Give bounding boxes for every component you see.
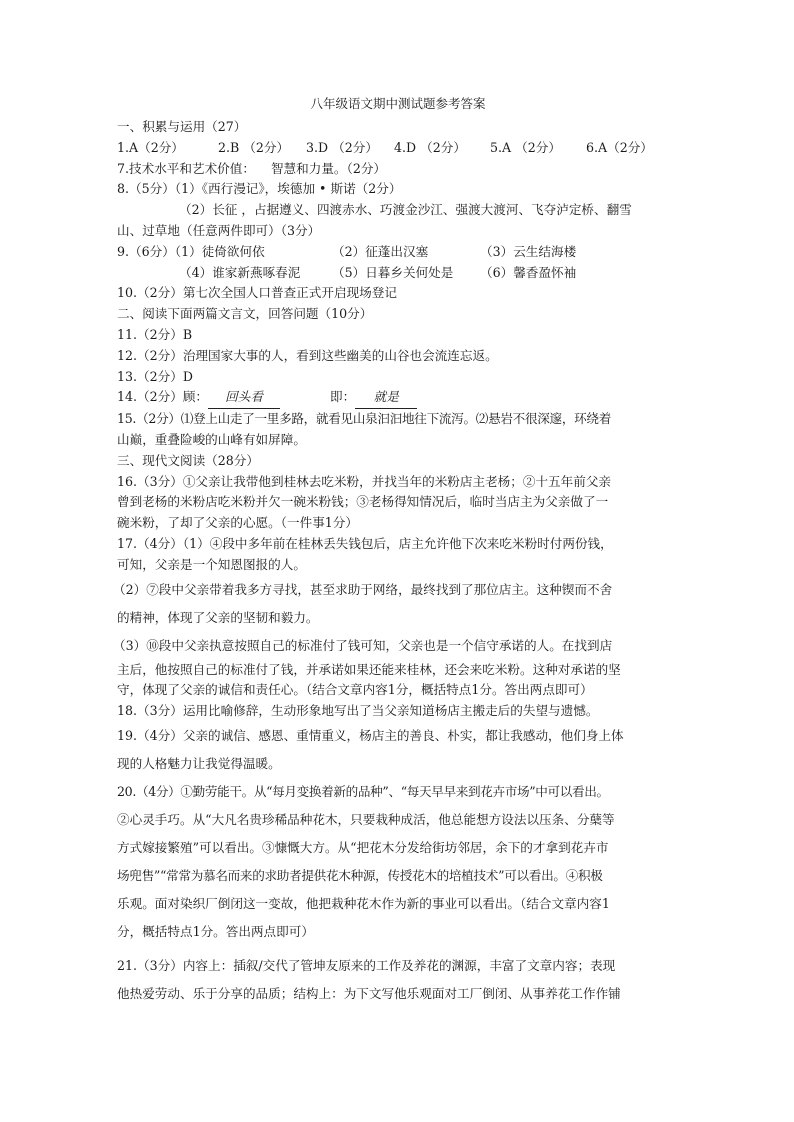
answer-14	[117, 387, 679, 409]
answer-9-3: （3）云生结海楼	[480, 243, 577, 259]
answer-9-1: 9.（6分）（1）徒倚欲何依	[117, 243, 265, 259]
answer-14-blank-2: 就是	[355, 387, 417, 409]
section-heading-2: 二、阅读下面两篇文言文，回答问题（10分）	[117, 306, 373, 322]
answer-4: 4.D （2分）	[394, 139, 466, 155]
answer-7: 7.技术水平和艺术价值： 智慧和力量。（2分）	[117, 160, 387, 176]
answer-1: 1.A（2分）	[117, 139, 184, 155]
answer-8-part-2-cont: 山、过草地（任意两件即可）（3分）	[117, 222, 321, 238]
section-heading-1: 一、积累与运用（27）	[117, 119, 247, 134]
answer-19-line-1: 19.（4分）父亲的诚信、感恩、重情重义，杨店主的善良、朴实，都让我感动，他们身上体	[117, 727, 624, 743]
answer-9-2: （2）征蓬出汉塞	[332, 243, 429, 259]
answer-17-line-3: （2）⑦段中父亲带着我多方寻找，甚至求助于网络，最终找到了那位店主。这种锲而不舍	[113, 581, 613, 597]
answer-17-line-1: 17.（4分）（1）④段中多年前在桂林丢失钱包后，店主允许他下次来吃米粉时付两份钱，	[117, 535, 613, 551]
answer-20-line-6: 分，概括特点1分。答出两点即可）	[117, 923, 314, 939]
answer-20-line-5: 乐观。面对染织厂倒闭这一变故，他把栽种花木作为新的事业可以看出。（结合文章内容1	[117, 895, 610, 911]
answer-21-line-1: 21.（3分）内容上：插叙/交代了管坤友原来的工作及养花的渊源，丰富了文章内容；表现	[117, 957, 616, 973]
answer-14-prefix: 14.（2分）顾：	[117, 389, 209, 405]
answer-21-line-2: 他热爱劳动、乐于分享的品质；结构上：为下文写他乐观面对工厂倒闭、从事养花工作作铺	[117, 985, 621, 1001]
answer-10: 10.（2分）第七次全国人口普查正式开启现场登记	[117, 285, 397, 301]
answer-8-part-1: 8.（5分）（1）《西行漫记》，埃德加 • 斯诺（2分）	[117, 181, 402, 197]
page-title: 八年级语文期中测试题参考答案	[310, 96, 486, 111]
answer-16-line-2: 曾到老杨的米粉店吃米粉并欠一碗米粉钱；③老杨得知情况后，临时当店主为父亲做了一	[117, 494, 609, 510]
answer-17-line-6: 主后，他按照自己的标准付了钱，并承诺如果还能来桂林，还会来吃米粉。这种对承诺的坚	[117, 661, 621, 677]
answer-9-row-2	[117, 263, 679, 284]
answer-6: 6.A（2分）	[586, 139, 653, 155]
answer-3: 3.D （2分）	[306, 139, 378, 155]
answer-9-5: （5）日暮乡关何处是	[332, 264, 454, 280]
answer-8-part-2: （2）长征 ，占据遵义、四渡赤水、巧渡金沙江、强渡大渡河、飞夺泸定桥、翻雪	[179, 202, 632, 218]
answer-9-6: （6）馨香盈怀袖	[480, 264, 577, 280]
answer-13: 13.（2分）D	[117, 368, 193, 384]
answer-16-line-1: 16.（3分）①父亲让我带他到桂林去吃米粉，并找当年的米粉店主老杨；②十五年前父亲	[117, 473, 612, 489]
answer-20-line-3: 方式嫁接繁殖”可以看出。③慷慨大方。从“把花木分发给街坊邻居，余下的才拿到花卉市	[117, 839, 609, 855]
answer-20-line-2: ②心灵手巧。从“大凡名贵珍稀品种花木，只要栽种成活，他总能想方设法以压条、分蘖等	[117, 811, 615, 827]
answer-17-line-4: 的精神，体现了父亲的坚韧和毅力。	[117, 609, 319, 625]
answer-11: 11.（2分）B	[117, 326, 193, 342]
answer-16-line-3: 碗米粉，了却了父亲的心愿。（一件事1分）	[117, 515, 358, 531]
answer-12: 12.（2分）治理国家大事的人，看到这些幽美的山谷也会流连忘返。	[117, 347, 498, 363]
answer-17-line-7: 守，体现了父亲的诚信和责任心。（结合文章内容1分，概括特点1分。答出两点即可）	[117, 682, 593, 698]
answer-9-row-1	[117, 242, 679, 263]
answer-15-line-2: 山巅，重叠险峻的山峰有如屏障。	[117, 431, 306, 447]
answer-15-line-1: 15.（2分）⑴登上山走了一里多路，就看见山泉汩汩地往下流泻。⑵悬岩不很深邃，环绕着	[117, 411, 612, 427]
section-heading-3: 三、现代文阅读（28分）	[117, 452, 259, 468]
answer-9-4: （4）谁家新燕啄春泥	[179, 264, 301, 280]
answer-5: 5.A （2分）	[490, 139, 561, 155]
answers-1-6	[117, 138, 679, 159]
answer-20-line-1: 20.（4分）①勤劳能干。从“每月变换着新的品种”、“每天早早来到花卉市场”中可以看出。	[117, 783, 609, 799]
answer-20-line-4: 场兜售”“常常为慕名而来的求助者提供花木种源，传授花木的培植技术”可以看出。④积极	[117, 867, 603, 883]
answer-key-page	[113, 95, 679, 1008]
answer-19-line-2: 现的人格魅力让我觉得温暖。	[117, 755, 281, 771]
answer-14-mid: 即：	[330, 389, 356, 405]
answer-2: 2.B （2分）	[218, 139, 290, 155]
answer-14-blank-1: 回头看	[208, 387, 280, 409]
answer-17-line-2: 可知，父亲是一个知恩图报的人。	[117, 556, 306, 572]
answer-17-line-5: （3）⑩段中父亲执意按照自己的标准付了钱可知，父亲也是一个信守承诺的人。在找到店	[113, 637, 613, 653]
answer-18: 18.（3分）运用比喻修辞，生动形象地写出了当父亲知道杨店主搬走后的失望与遗憾。	[117, 703, 599, 719]
